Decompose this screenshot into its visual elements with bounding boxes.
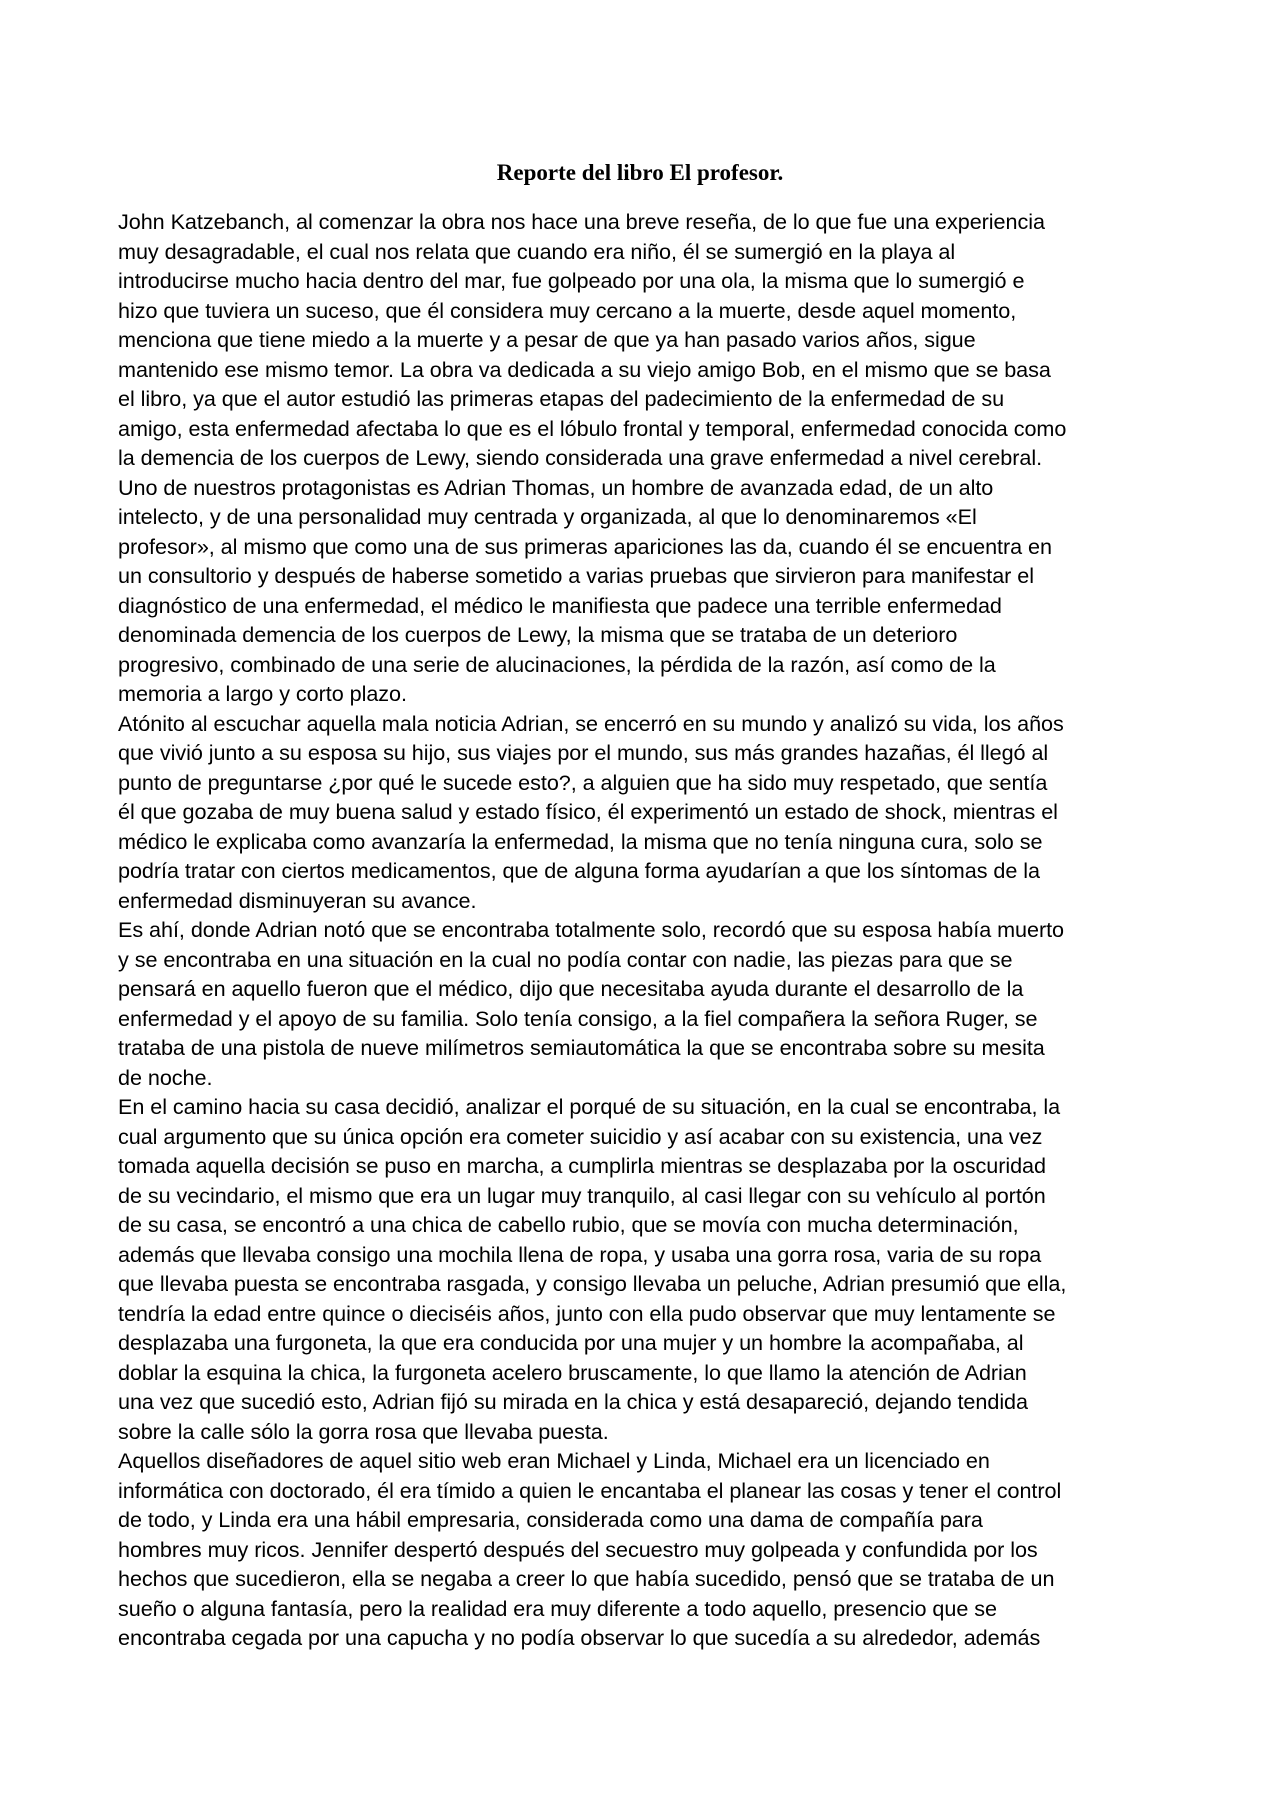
text-line: profesor», al mismo que como una de sus primeras apariciones las da, cuando él se encuentra en bbox=[118, 533, 1052, 559]
text-line: Atónito al escuchar aquella mala noticia Adrian, se encerró en su mundo y analizó su vida, los años bbox=[118, 710, 1064, 736]
text-line: memoria a largo y corto plazo. bbox=[118, 681, 407, 706]
text-line: amigo, esta enfermedad afectaba lo que es el lóbulo frontal y temporal, enfermedad conocida como bbox=[118, 415, 1067, 441]
text-line: de noche. bbox=[118, 1064, 213, 1090]
text-line: trataba de una pistola de nueve milímetros semiautomática la que se encontraba sobre su mesita bbox=[118, 1035, 1045, 1060]
text-line: hechos que sucedieron, ella se negaba a creer lo que había sucedido, pensó que se trataba de un bbox=[118, 1566, 1055, 1591]
text-line: En el camino hacia su casa decidió, analizar el porqué de su situación, en la cual se encontraba, la bbox=[118, 1094, 1061, 1119]
text-line: intelecto, y de una personalidad muy centrada y organizada, al que lo denominaremos «El bbox=[118, 504, 977, 529]
text-line: diagnóstico de una enfermedad, el médico le manifiesta que padece una terrible enfermedad bbox=[118, 592, 1002, 618]
text-line: pensará en aquello fueron que el médico, dijo que necesitaba ayuda durante el desarrollo de la bbox=[118, 976, 1024, 1001]
text-line: tendría la edad entre quince o dieciséis años, junto con ella pudo observar que muy lentamente se bbox=[118, 1300, 1056, 1326]
document-body bbox=[118, 207, 1170, 1653]
text-line: además que llevaba consigo una mochila llena de ropa, y usaba una gorra rosa, varia de su ropa bbox=[118, 1241, 1042, 1267]
text-line: sueño o alguna fantasía, pero la realidad era muy diferente a todo aquello, presencio que se bbox=[118, 1595, 997, 1621]
text-line: informática con doctorado, él era tímido a quien le encantaba el planear las cosas y tener el control bbox=[118, 1477, 1062, 1503]
text-line: hombres muy ricos. Jennifer despertó después del secuestro muy golpeada y confundida por los bbox=[118, 1536, 1038, 1562]
text-line: el libro, ya que el autor estudió las primeras etapas del padecimiento de la enfermedad de su bbox=[118, 386, 1005, 411]
text-line: menciona que tiene miedo a la muerte y a pesar de que ya han pasado varios años, sigue bbox=[118, 327, 976, 352]
text-line: desplazaba una furgoneta, la que era conducida por una mujer y un hombre la acompañaba, al bbox=[118, 1330, 1024, 1355]
text-line: encontraba cegada por una capucha y no podía observar lo que sucedía a su alrededor, además bbox=[118, 1625, 1041, 1650]
text-line: John Katzebanch, al comenzar la obra nos hace una breve reseña, de lo que fue una experiencia bbox=[118, 209, 1045, 234]
text-line: la demencia de los cuerpos de Lewy, siendo considerada una grave enfermedad a nivel cerebral. bbox=[118, 445, 1043, 470]
text-line: podría tratar con ciertos medicamentos, que de alguna forma ayudarían a que los síntomas de la bbox=[118, 858, 1040, 883]
text-line: tomada aquella decisión se puso en marcha, a cumplirla mientras se desplazaba por la oscuridad bbox=[118, 1153, 1046, 1178]
text-line: doblar la esquina la chica, la furgoneta acelero bruscamente, lo que llamo la atención de Adrian bbox=[118, 1359, 1027, 1385]
text-line: de su vecindario, el mismo que era un lugar muy tranquilo, al casi llegar con su vehículo al portón bbox=[118, 1182, 1046, 1208]
text-line: él que gozaba de muy buena salud y estado físico, él experimentó un estado de shock, mientras el bbox=[118, 799, 1058, 824]
text-line: hizo que tuviera un suceso, que él considera muy cercano a la muerte, desde aquel momento, bbox=[118, 297, 1017, 323]
text-line: muy desagradable, el cual nos relata que cuando era niño, él se sumergió en la playa al bbox=[118, 238, 956, 264]
text-line: de su casa, se encontró a una chica de cabello rubio, que se movía con mucha determinación, bbox=[118, 1212, 1019, 1237]
text-line: sobre la calle sólo la gorra rosa que llevaba puesta. bbox=[118, 1418, 609, 1444]
document-title: Reporte del libro El profesor. bbox=[496, 160, 784, 185]
text-line: punto de preguntarse ¿por qué le sucede esto?, a alguien que ha sido muy respetado, que sentía bbox=[118, 769, 1048, 795]
text-line: denominada demencia de los cuerpos de Lewy, la misma que se trataba de un deterioro bbox=[118, 622, 958, 647]
text-line: Aquellos diseñadores de aquel sitio web eran Michael y Linda, Michael era un licenciado en bbox=[118, 1448, 990, 1473]
text-line: enfermedad disminuyeran su avance. bbox=[118, 887, 477, 913]
text-line: de todo, y Linda era una hábil empresaria, considerada como una dama de compañía para bbox=[118, 1507, 983, 1532]
text-line: progresivo, combinado de una serie de alucinaciones, la pérdida de la razón, así como de la bbox=[118, 651, 996, 677]
text-line: introducirse mucho hacia dentro del mar, fue golpeado por una ola, la misma que lo sumergió e bbox=[118, 268, 1025, 293]
text-line: Uno de nuestros protagonistas es Adrian Thomas, un hombre de avanzada edad, de un alto bbox=[118, 474, 994, 500]
text-line: que vivió junto a su esposa su hijo, sus viajes por el mundo, sus más grandes hazañas, él llegó al bbox=[118, 740, 1049, 765]
text-line: mantenido ese mismo temor. La obra va dedicada a su viejo amigo Bob, en el mismo que se basa bbox=[118, 356, 1051, 382]
text-line: que llevaba puesta se encontraba rasgada, y consigo llevaba un peluche, Adrian presumió que ella, bbox=[118, 1271, 1067, 1296]
text-line: una vez que sucedió esto, Adrian fijó su mirada en la chica y está desapareció, dejando tendida bbox=[118, 1389, 1028, 1414]
text-line: Es ahí, donde Adrian notó que se encontraba totalmente solo, recordó que su esposa había muerto bbox=[118, 917, 1065, 942]
text-line: un consultorio y después de haberse sometido a varias pruebas que sirvieron para manifestar el bbox=[118, 563, 1034, 588]
text-line: enfermedad y el apoyo de su familia. Solo tenía consigo, a la fiel compañera la señora Ruger, se bbox=[118, 1005, 1038, 1031]
text-line: y se encontraba en una situación en la cual no podía contar con nadie, las piezas para que se bbox=[118, 946, 1013, 972]
text-line: médico le explicaba como avanzaría la enfermedad, la misma que no tenía ninguna cura, solo se bbox=[118, 828, 1043, 854]
text-line: cual argumento que su única opción era cometer suicidio y así acabar con su existencia, una vez bbox=[118, 1123, 1043, 1149]
